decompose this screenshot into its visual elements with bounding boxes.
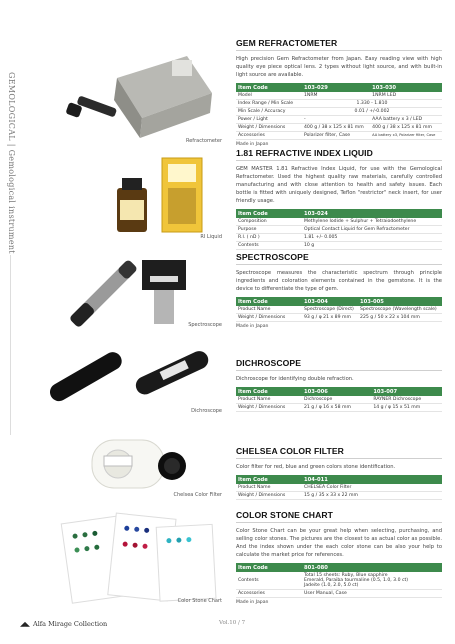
refractometer-photo [22,38,228,148]
dichroscope-image [22,340,228,418]
table-row: Purpose Optical Contact Liquid for Gem Refractometer [236,226,442,234]
color-stone-chart-image [22,506,228,606]
dichroscope-desc: Dichroscope for identifying double refraction. [236,376,354,382]
side-title: GEMOLOGICAL | Gemological instrument [7,72,16,254]
chelsea-section [236,446,442,500]
table-row: Weight / Dimensions 93 g / φ 21 x 89 mm 225 g / 50 x 22 x 104 mm [236,314,442,322]
chelsea-table [236,475,442,500]
table-row: R.I. ( nD ) 1.81 +/- 0.005 [236,234,442,242]
table-row: Contents Total 15 sheets: Ruby, Blue sapphire Emerald, Paraiba tourmaline (0.5, 1.0, 3.0 ct) Jadeite (1.0, 2.0, 5.0 ct) [236,572,442,590]
table-row: Weight / Dimensions 15 g / 35 x 33 x 22 mm [236,492,442,500]
refractometer-desc: High precision Gem Refractometer from Japan. Easy reading view with high quality eye piece optical lens. 2 types without light source, and with built-in light source are available. [236,56,442,78]
chelsea-image [22,426,228,502]
ri-liquid-section [236,148,442,250]
ri-liquid-title: 1.81 REFRACTIVE INDEX LIQUID [236,148,442,161]
table-header: Item Code 801-080 [236,563,442,572]
table-header: Item Code 104-011 [236,475,442,484]
spectroscope-photo [22,250,228,332]
brand-logo-icon: ◢◣ [20,620,30,628]
table-row: Product Name CHELSEA Color Filter [236,484,442,492]
footer-brand: ◢◣ Alfa Mirage Collection [20,620,108,628]
caption-refractometer: Refractometer [185,138,222,144]
table-row: Index Range / Min Scale 1.330 - 1.810 [236,100,442,108]
spectroscope-section [236,252,442,329]
chelsea-desc: Color filter for red, blue and green colors stone identification. [236,464,396,470]
table-row: Contents 10 g [236,242,442,250]
table-header: Item Code 103-006 103-007 [236,387,442,396]
table-row: Accessories User Manual, Case [236,590,442,598]
table-row: Weight / Dimensions 21 g / φ 16 x 58 mm 14 g / φ 15 x 51 mm [236,404,442,412]
refractometer-section [236,38,442,147]
table-row: Min Scale / Accuracy 0.01 / +/-0.002 [236,108,442,116]
ri-liquid-image [22,150,228,242]
dichroscope-section [236,358,442,412]
table-header: Item Code 103-029 103-030 [236,83,442,92]
chart-photo [22,506,228,606]
spectroscope-desc: Spectroscope measures the characteristic spectrum through principle ingredients and coloration elements contained in the gemstone. It is the device to differentiate the type of gem. [236,270,442,292]
caption-ri-liquid: RI Liquid [200,234,222,240]
chart-table [236,563,442,598]
spectroscope-title: SPECTROSCOPE [236,252,442,265]
dichroscope-photo [22,340,228,418]
spectroscope-table [236,297,442,322]
side-divider [10,255,11,435]
caption-dichroscope: Dichroscope [191,408,222,414]
made-in-note: Made in Japan [236,600,269,605]
table-row: Product Name Dichroscope RAYNER Dichroscope [236,396,442,404]
table-row: Weight / Dimensions 400 g / 38 x 125 x 81 mm 400 g / 38 x 125 x 81 mm [236,124,442,132]
table-row: Accessories Polarizer filter, Case AA battery x3, Polarizer filter, Case [236,132,442,140]
table-row: Composition Methylene Iodide + Sulphur + Tetraiodoethylene [236,218,442,226]
table-row: Product Name Spectroscope (Direct) Spectroscope (Wavelength scale) [236,306,442,314]
chart-section [236,510,442,605]
ri-liquid-desc: GEM MASTER 1.81 Refractive Index Liquid, for use with the Gemological Refractometer. Used the highest quality raw materials, carefully controlled manufacturing and with close attention to health and safety issues. Each bottle is fitted with uniquely designed, Teflon "restrictor" neck insert, for user friendly usage. [236,166,442,204]
made-in-note: Made in Japan [236,324,269,329]
refractometer-title: GEM REFRACTOMETER [236,38,442,51]
ri-liquid-photo [22,150,228,242]
refractometer-image [22,38,228,148]
chelsea-title: CHELSEA COLOR FILTER [236,446,442,459]
refractometer-table [236,83,442,140]
caption-spectroscope: Spectroscope [188,322,222,328]
table-row: Model 1NRM 1NRM LED [236,92,442,100]
page-number: Vol.10 / 7 [219,620,246,626]
chart-title: COLOR STONE CHART [236,510,442,523]
dichroscope-table [236,387,442,412]
ri-liquid-table [236,209,442,250]
chelsea-photo [22,426,228,502]
chart-desc: Color Stone Chart can be your great help when selecting, purchasing, and selling color stones. The pictures are the closest to as actual color as possible. And the index shown under the each color stone can be also your help to calculate the market price for references. [236,528,442,558]
table-header: Item Code 103-004 103-005 [236,297,442,306]
table-row: Power / Light - AAA battery x 3 / LED [236,116,442,124]
dichroscope-title: DICHROSCOPE [236,358,442,371]
caption-chelsea: Chelsea Color Filter [173,492,222,498]
spectroscope-image [22,250,228,332]
made-in-note: Made in Japan [236,142,269,147]
table-header: Item Code 103-024 [236,209,442,218]
caption-chart: Color Stone Chart [177,598,222,604]
